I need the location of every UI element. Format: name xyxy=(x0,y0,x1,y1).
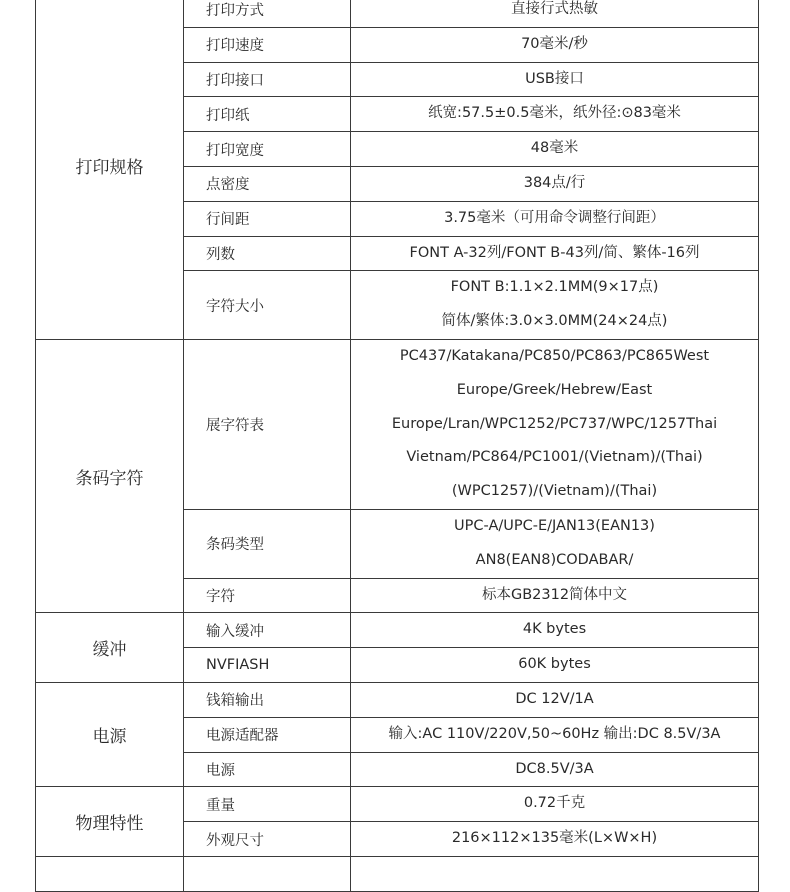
spec-label: 打印纸 xyxy=(184,97,351,132)
spec-value-line: DC8.5V/3A xyxy=(515,760,594,777)
spec-label: 打印方式 xyxy=(184,0,351,27)
spec-value-line: 输入:AC 110V/220V,50~60Hz 输出:DC 8.5V/3A xyxy=(388,725,721,742)
spec-label: 电源 xyxy=(184,752,351,787)
spec-label: 列数 xyxy=(184,236,351,271)
spec-value xyxy=(351,717,759,752)
category-cell xyxy=(36,856,184,891)
spec-value xyxy=(351,97,759,132)
spec-label: 字符大小 xyxy=(184,271,351,340)
spec-value xyxy=(351,62,759,97)
spec-value xyxy=(351,339,759,509)
spec-value-line: 384点/行 xyxy=(523,174,586,191)
spec-value-line: FONT B:1.1×2.1MM(9×17点) xyxy=(450,279,659,296)
spec-label: 外观尺寸 xyxy=(184,822,351,857)
spec-value xyxy=(351,0,759,27)
spec-value-line: PC437/Katakana/PC850/PC863/PC865West xyxy=(399,347,710,364)
spec-label: 钱箱输出 xyxy=(184,682,351,717)
spec-value xyxy=(351,682,759,717)
spec-value-line: 标本GB2312简体中文 xyxy=(481,586,628,603)
spec-value-line: 48毫米 xyxy=(530,140,579,157)
spec-value-line: USB接口 xyxy=(525,70,584,87)
spec-value xyxy=(351,856,759,891)
spec-value xyxy=(351,201,759,236)
spec-value-line: 3.75毫米（可用命令调整行间距） xyxy=(444,209,665,226)
category-cell: 缓冲 xyxy=(36,613,184,683)
spec-value xyxy=(351,578,759,613)
spec-value-line: (WPC1257)/(Vietnam)/(Thai) xyxy=(451,483,658,500)
spec-value xyxy=(351,509,759,578)
spec-value xyxy=(351,27,759,62)
spec-label: 重量 xyxy=(184,787,351,822)
spec-value-line: AN8(EAN8)CODABAR/ xyxy=(475,551,634,568)
spec-value xyxy=(351,271,759,340)
spec-value-line: 直接行式热敏 xyxy=(511,1,598,17)
category-cell: 打印规格 xyxy=(36,0,184,339)
spec-value-line: FONT A-32列/FONT B-43列/简、繁体-16列 xyxy=(409,244,700,261)
spec-label: 打印宽度 xyxy=(184,132,351,167)
spec-label: 打印接口 xyxy=(184,62,351,97)
spec-value-line: 简体/繁体:3.0×3.0MM(24×24点) xyxy=(441,313,668,330)
spec-label: 行间距 xyxy=(184,201,351,236)
spec-value-line: UPC-A/UPC-E/JAN13(EAN13) xyxy=(454,517,655,534)
spec-value-line: 70毫米/秒 xyxy=(521,35,588,52)
spec-value xyxy=(351,648,759,683)
spec-value-line: DC 12V/1A xyxy=(515,690,594,707)
spec-label: 点密度 xyxy=(184,166,351,201)
spec-label: 打印速度 xyxy=(184,27,351,62)
spec-row xyxy=(36,613,759,648)
spec-row xyxy=(36,339,759,509)
spec-value-line: Europe/Lran/WPC1252/PC737/WPC/1257Thai xyxy=(391,415,718,432)
spec-row xyxy=(36,856,759,891)
spec-value xyxy=(351,787,759,822)
spec-value-line: Vietnam/PC864/PC1001/(Vietnam)/(Thai) xyxy=(406,449,703,466)
spec-label: 条码类型 xyxy=(184,509,351,578)
spec-value xyxy=(351,613,759,648)
spec-value xyxy=(351,822,759,857)
spec-table xyxy=(35,0,759,892)
spec-label: NVFIASH xyxy=(184,648,351,683)
spec-label: 展字符表 xyxy=(184,339,351,509)
spec-value-line: 60K bytes xyxy=(518,656,591,673)
spec-row xyxy=(36,0,759,27)
spec-value-line: 216×112×135毫米(L×W×H) xyxy=(451,830,658,847)
spec-value-line xyxy=(351,857,758,891)
category-cell: 电源 xyxy=(36,682,184,786)
spec-value xyxy=(351,752,759,787)
spec-value xyxy=(351,236,759,271)
spec-value-line: 纸宽:57.5±0.5毫米，纸外径:⊙83毫米 xyxy=(428,105,681,122)
spec-value-line: Europe/Greek/Hebrew/East xyxy=(456,381,653,398)
spec-value xyxy=(351,132,759,167)
spec-row xyxy=(36,682,759,717)
spec-label: 输入缓冲 xyxy=(184,613,351,648)
spec-label: 字符 xyxy=(184,578,351,613)
category-cell: 条码字符 xyxy=(36,339,184,612)
spec-value-line: 0.72千克 xyxy=(523,795,586,812)
spec-value xyxy=(351,166,759,201)
spec-label: 电源适配器 xyxy=(184,717,351,752)
category-cell: 物理特性 xyxy=(36,787,184,857)
spec-label xyxy=(184,856,351,891)
spec-value-line: 4K bytes xyxy=(522,621,587,638)
spec-row xyxy=(36,787,759,822)
spec-table-body xyxy=(36,0,759,891)
